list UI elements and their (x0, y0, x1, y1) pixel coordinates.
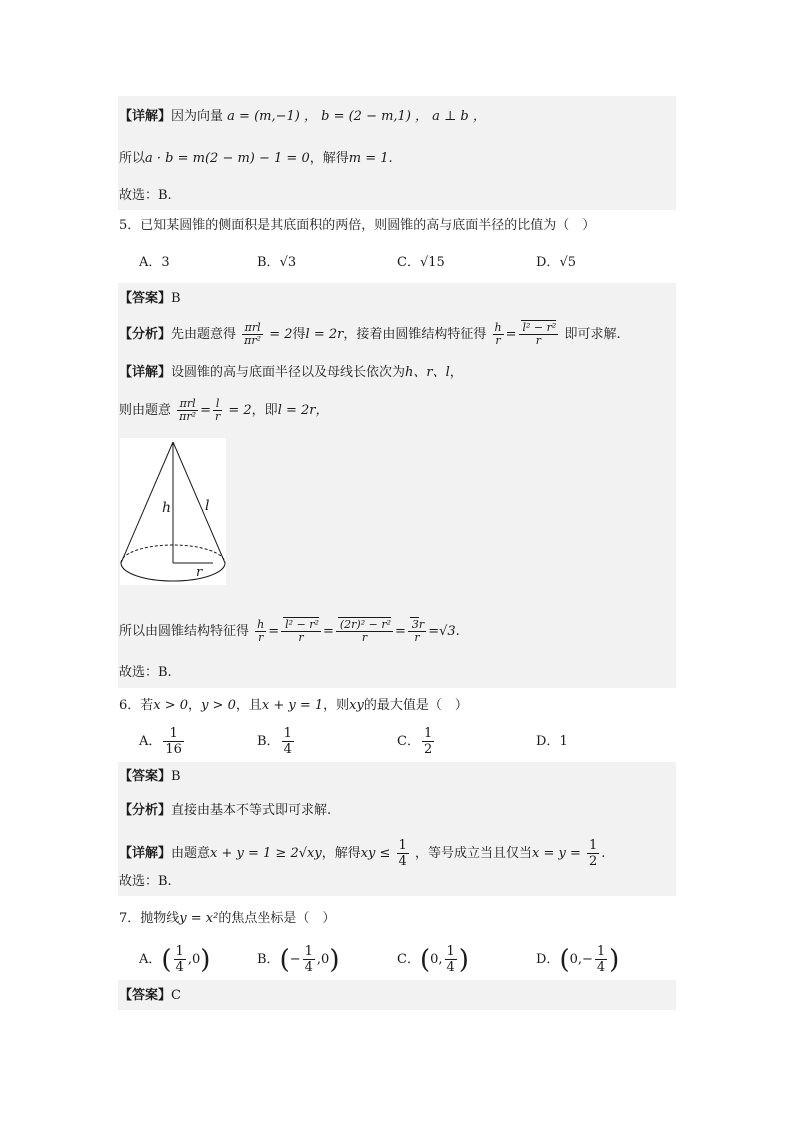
q5-stem: 5．已知某圆锥的侧面积是其底面积的两倍，则圆锥的高与底面半径的比值为（ ） (119, 218, 596, 233)
q5-detail: 【详解】设圆锥的高与底面半径以及母线长依次为h、r、l， (119, 365, 463, 380)
q5-option-a[interactable]: A．3 (139, 255, 170, 270)
q6-option-d[interactable]: D．1 (536, 734, 568, 749)
q6-option-b[interactable]: B． $\frac{1}{4}$ (257, 726, 292, 757)
q7-answer: 【答案】C (119, 988, 181, 1003)
q6-answer: 【答案】B (119, 769, 181, 784)
q6-detail: 【详解】由题意x + y = 1 ≥ 2√xy，解得xy ≤ $\frac{1}{4}$ ，等号成立当且仅当x = y = $\frac{1}{2}$ . (119, 838, 606, 869)
cone-label-h: h (162, 500, 172, 516)
q4-detail-line1: 【详解】因为向量 a = (m,−1) ， b = (2 − m,1) ， a ⊥ b ， (119, 109, 486, 124)
q6-solution-block (118, 762, 676, 896)
q6-stem: 6．若x > 0，y > 0，且x + y = 1，则xy的最大值是（ ） (119, 698, 468, 713)
q4-choose: 故选：B. (119, 188, 172, 203)
q7-option-b[interactable]: B．(− $\frac{1}{4}$ ,0) (257, 944, 340, 975)
q5-option-b[interactable]: B．√3 (257, 255, 297, 270)
q7-answer-block (118, 980, 676, 1010)
cone-label-l: l (205, 498, 210, 514)
q7-stem: 7．抛物线y = x²的焦点坐标是（ ） (119, 911, 336, 926)
q7-option-c[interactable]: C．(0, $\frac{1}{4}$ ) (397, 944, 469, 975)
q5-answer: 【答案】B (119, 291, 181, 306)
q6-option-a[interactable]: A． $\frac{1}{16}$ (139, 726, 182, 757)
q4-detail-line2: 所以a · b = m(2 − m) − 1 = 0，解得m = 1. (119, 151, 393, 166)
q5-conclusion: 所以由圆锥结构特征得 $\frac{h}{r}$ = $\frac{\text{l² − r²}}{r}$ = $\frac{\text{(2r)² − r²}}{r}$ = $\frac{3r}{r}$ =√3. (119, 618, 460, 644)
q5-frac-area: $\frac{\text{πrl}}{\text{πr²}}$ (244, 321, 262, 347)
q6-choose: 故选：B. (119, 874, 172, 889)
q5-choose: 故选：B. (119, 665, 172, 680)
q6-option-c[interactable]: C． $\frac{1}{2}$ (397, 726, 433, 757)
cone-figure (120, 438, 226, 585)
q7-option-d[interactable]: D．(0,− $\frac{1}{4}$ ) (536, 944, 620, 975)
q5-option-c[interactable]: C．√15 (397, 255, 445, 270)
q6-analysis: 【分析】直接由基本不等式即可求解. (119, 803, 332, 818)
cone-label-r: r (196, 565, 203, 580)
q5-option-d[interactable]: D．√5 (536, 255, 576, 270)
q7-option-a[interactable]: A．( $\frac{1}{4}$ ,0) (139, 944, 211, 975)
q5-analysis: 【分析】先由题意得 $\frac{\text{πrl}}{\text{πr²}}$ = 2得l = 2r，接着由圆锥结构特征得 $\frac{h}{r}$ = $\frac{\text{l² − r²}}{r}$ 即可求解. (119, 321, 621, 347)
q5-detail-line2: 则由题意 $\frac{\text{πrl}}{\text{πr²}}$ = $\frac{l}{r}$ = 2，即l = 2r， (119, 397, 329, 423)
